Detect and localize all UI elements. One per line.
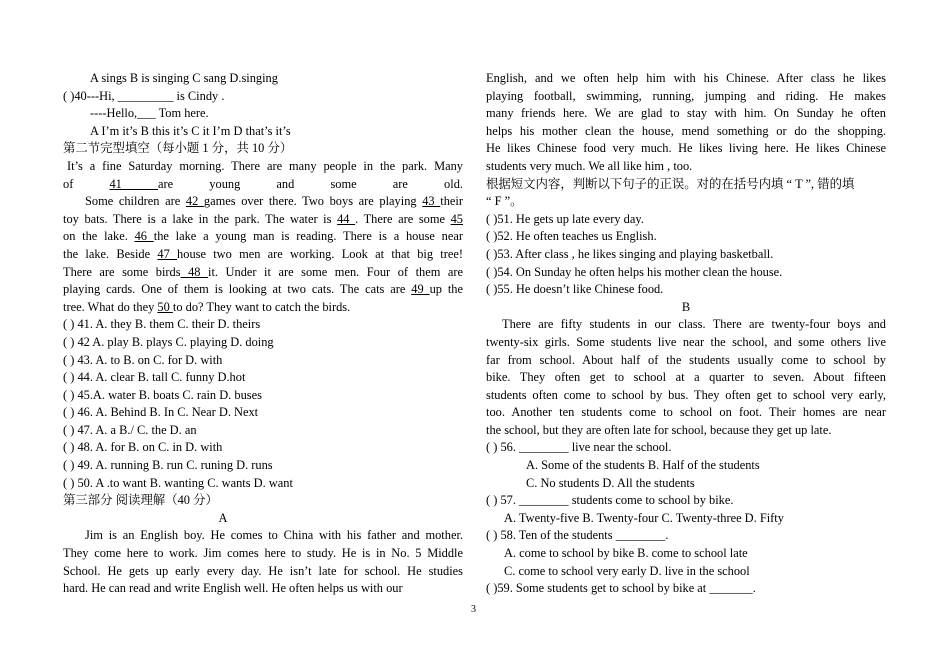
true-false-question: ( )52. He often teaches us English. xyxy=(486,229,657,244)
passage-a-line: hard. He can read and write English well. He often helps us with our xyxy=(63,581,403,596)
q58-option-line-1: A. come to school by bike B. come to school late xyxy=(504,546,748,561)
true-false-question: ( )53. After class , he likes singing and playing basketball. xyxy=(486,246,774,261)
cloze-option-row: ( ) 46. A. Behind B. In C. Near D. Next xyxy=(63,405,259,420)
cloze-blank: 46 xyxy=(134,229,154,244)
true-false-question: ( )51. He gets up late every day. xyxy=(486,211,644,226)
q57-options: A. Twenty-five B. Twenty-four C. Twenty-three D. Fifty xyxy=(504,510,784,525)
passage-a-line: English, and we often help him with his Chinese. After class he likes xyxy=(486,71,886,85)
true-false-questions xyxy=(486,211,886,299)
passage-a-label: A xyxy=(218,510,228,525)
instruction-line: 根据短文内容，判断以下句子的正误。对的在括号内填 “ T ”, 错的填 xyxy=(486,176,855,191)
passage-b-line: bike. They often get to school at a quarter to seven. About fifteen xyxy=(486,370,886,385)
cloze-line: on the lake. 46 the lake a young man is reading. There is a house near xyxy=(63,229,463,244)
cloze-option-row: ( ) 48. A. for B. on C. in D. with xyxy=(63,440,223,455)
cloze-option-row: ( ) 41. A. they B. them C. their D. theirs xyxy=(63,317,261,332)
cloze-line: of 41 are young and some are old. xyxy=(63,176,463,191)
q58-question: ( ) 58. Ten of the students ________. xyxy=(486,528,669,543)
cloze-blank: 45 xyxy=(450,211,463,226)
cloze-options xyxy=(63,316,463,492)
cloze-passage xyxy=(63,158,463,316)
cloze-blank: 42 xyxy=(185,194,204,209)
passage-b-line: far from school. About half of the students usually come to school by xyxy=(486,352,886,367)
cloze-option-row: ( ) 50. A .to want B. wanting C. wants D. want xyxy=(63,475,293,490)
cloze-line: There are some birds 48 it. Under it are some men. Four of them are xyxy=(63,264,464,279)
passage-b xyxy=(486,316,886,439)
cloze-line: tree. What do they 50 to do? They want to catch the birds. xyxy=(63,299,351,314)
passage-a-line: playing football, swimming, running, jumping and riding. He makes xyxy=(486,88,886,103)
cloze-line: It’s a fine Saturday morning. There are many people in the park. Many xyxy=(67,158,463,173)
passage-b-label: B xyxy=(681,299,691,314)
cloze-option-row: ( ) 45.A. water B. boats C. rain D. buses xyxy=(63,387,262,402)
cloze-option-row: ( ) 43. A. to B. on C. for D. with xyxy=(63,352,223,367)
passage-b-line: the school, but they are often late for school, because they get up late. xyxy=(486,422,832,437)
passage-b-line: There are fifty students in our class. There are twenty-four boys and xyxy=(502,317,886,332)
q57-question: ( ) 57. ________ students come to school by bike. xyxy=(486,493,734,508)
cloze-blank: 48 xyxy=(180,264,209,279)
passage-a-line: He likes Chinese food very much. He likes living here. He likes Chinese xyxy=(486,141,886,156)
cloze-line: the lake. Beside 47 house two men are working. Look at that big tree! xyxy=(63,246,463,261)
q40-reply: ----Hello,___ Tom here. xyxy=(90,106,209,121)
q59-question: ( )59. Some students get to school by bike at _______. xyxy=(486,581,756,596)
cloze-line: Some children are 42 games over there. Two boys are playing 43 their xyxy=(85,194,463,209)
cloze-blank: 43 xyxy=(422,194,441,209)
cloze-line: toy bats. There is a lake in the park. The water is 44 . There are some 45 xyxy=(63,211,463,226)
passage-a xyxy=(63,527,463,597)
cloze-blank: 49 xyxy=(411,282,430,297)
cloze-option-row: ( ) 47. A. a B./ C. the D. an xyxy=(63,422,197,437)
passage-a-line: helps his mother clean the house, mend something or do the shopping. xyxy=(486,123,886,138)
instruction-line: “ F ”。 xyxy=(486,194,523,209)
page-number: 3 xyxy=(471,604,476,615)
section3-title: 第三部分 阅读理解（40 分） xyxy=(63,493,218,508)
q56-question: ( ) 56. ________ live near the school. xyxy=(486,440,672,455)
right-column xyxy=(486,70,886,598)
q40-question: ( )40---Hi, _________ is Cindy . xyxy=(63,88,225,103)
left-column xyxy=(63,70,463,598)
cloze-option-row: ( ) 44. A. clear B. tall C. funny D.hot xyxy=(63,370,246,385)
q56-option-line-1: A. Some of the students B. Half of the students xyxy=(526,458,760,473)
cloze-blank: 47 xyxy=(157,246,178,261)
passage-a-line: many friends here. We are glad to stay with him. On Sunday he often xyxy=(486,106,886,121)
cloze-blank: 41 xyxy=(109,176,159,191)
section2-title: 第二节完型填空（每小题 1 分，共 10 分） xyxy=(63,141,293,156)
cloze-option-row: ( ) 49. A. running B. run C. runing D. runs xyxy=(63,458,273,473)
q40-options: A I’m it’s B this it’s C it I’m D that’s it’s xyxy=(90,123,291,138)
cloze-blank: 50 xyxy=(157,299,173,314)
cloze-option-row: ( ) 42 A. play B. plays C. playing D. doing xyxy=(63,334,274,349)
true-false-instructions xyxy=(486,176,886,211)
passage-a-continued xyxy=(486,70,886,176)
cloze-blank: 44 xyxy=(337,211,356,226)
q58-option-line-2: C. come to school very early D. live in the school xyxy=(504,563,750,578)
true-false-question: ( )54. On Sunday he often helps his mother clean the house. xyxy=(486,264,783,279)
q56-option-line-2: C. No students D. All the students xyxy=(526,475,695,490)
passage-b-line: too. Another ten students come to school on foot. Their homes are near xyxy=(486,405,886,420)
cloze-line: playing cards. One of them is looking at two cats. The cats are 49 up the xyxy=(63,282,463,297)
q39-options: A sings B is singing C sang D.singing xyxy=(90,71,278,85)
passage-a-line: School. He gets up early every day. He isn’t late for school. He studies xyxy=(63,563,463,578)
passage-a-line: They come here to work. Jim comes here to study. He is in No. 5 Middle xyxy=(63,546,463,561)
passage-a-line: Jim is an English boy. He comes to China with his father and mother. xyxy=(85,528,463,543)
passage-a-line: students very much. We all like him , too. xyxy=(486,158,693,173)
true-false-question: ( )55. He doesn’t like Chinese food. xyxy=(486,282,664,297)
passage-b-line: twenty-six girls. Some students live near the school, and some others live xyxy=(486,334,886,349)
passage-b-line: students often come to school by bus. They often get to school very early, xyxy=(486,387,886,402)
